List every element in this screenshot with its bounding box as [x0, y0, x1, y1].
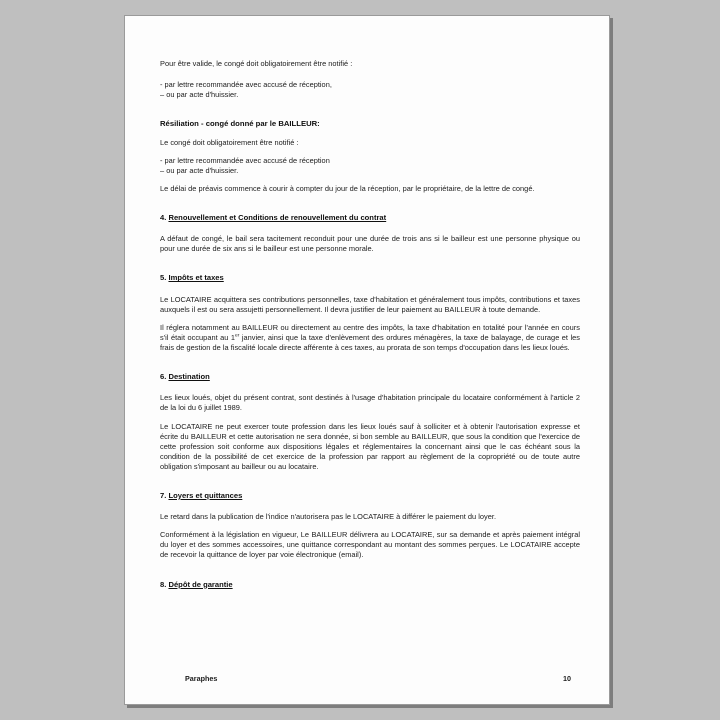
paragraph-delai-preavis: Le délai de préavis commence à courir à compter du jour de la réception, par le propriétaire, de la lettre de congé. — [160, 183, 535, 193]
spacer — [160, 284, 580, 295]
spacer — [160, 414, 580, 422]
paragraph-s7-1: Le retard dans la publication de l'indice n'autorisera pas le LOCATAIRE à différer le paiement du loyer. — [160, 512, 497, 522]
section-title: Loyers et quittances — [168, 490, 243, 500]
paragraph-s7-2: Conformément à la législation en vigueur, Le BAILLEUR délivrera au LOCATAIRE, sur sa demande et après paiement intégral du loyer et des sommes accessoires, une quittance correspondant au montant des sommes perçues. Le LOCATAIRE accepte de recevoir la quittance de loyer par voie électronique (email). — [160, 530, 580, 560]
paragraph-s5-1: Le LOCATAIRE acquittera ses contributions personnelles, taxe d'habitation et généralement tous impôts, contributions et taxes auxquels il est ou sera assujetti personnellement. Il devra justifier de leur paiement au BAILLEUR à toute demande. — [160, 294, 580, 314]
paragraph-s4-1: A défaut de congé, le bail sera tacitement reconduit pour une durée de trois ans si le bailleur est une personne physique ou pour une durée de six ans si le bailleur est une personne morale. — [160, 234, 580, 254]
subheading-resiliation: Résiliation - congé donné par le BAILLEUR: — [160, 119, 320, 129]
bullet-item: – ou par acte d'huissier. — [160, 165, 239, 175]
section-title: Dépôt de garantie — [168, 579, 233, 589]
page-footer — [185, 674, 571, 683]
spacer — [160, 176, 580, 184]
spacer — [160, 353, 580, 372]
section-heading-7 — [160, 491, 580, 501]
footer-page-number: 10 — [563, 674, 571, 683]
section-heading-5 — [160, 273, 580, 283]
spacer — [160, 382, 580, 393]
spacer — [160, 501, 580, 512]
section-number: 6. — [160, 372, 167, 382]
spacer — [160, 223, 580, 234]
spacer — [160, 130, 580, 138]
section-number: 4. — [160, 213, 167, 223]
paragraph-resiliation-notify: Le congé doit obligatoirement être notifié : — [160, 137, 299, 147]
section-heading-6 — [160, 372, 580, 382]
spacer — [160, 69, 580, 80]
bullet-item: - par lettre recommandée avec accusé de réception, — [160, 80, 332, 90]
spacer — [160, 315, 580, 323]
section-number: 7. — [160, 490, 167, 500]
paragraph-s5-2 — [160, 323, 580, 353]
document-page — [124, 15, 610, 705]
bullet-list-locataire — [160, 80, 580, 100]
spacer — [160, 561, 580, 580]
spacer — [160, 522, 580, 530]
page-content — [160, 59, 580, 590]
bullet-list-bailleur — [160, 156, 580, 176]
footer-paraphes-label: Paraphes — [185, 674, 218, 683]
spacer — [160, 254, 580, 273]
paragraph-intro-notify: Pour être valide, le congé doit obligatoirement être notifié : — [160, 59, 353, 68]
bullet-item: - par lettre recommandée avec accusé de réception — [160, 155, 330, 165]
spacer — [160, 148, 580, 156]
ordinal-suffix: er — [235, 333, 240, 339]
section-heading-4 — [160, 213, 580, 223]
section-title: Renouvellement et Conditions de renouvellement du contrat — [168, 213, 387, 223]
section-number: 5. — [160, 273, 167, 283]
spacer — [160, 100, 580, 119]
spacer — [160, 472, 580, 491]
paragraph-s5-2-part1: Il réglera notamment au BAILLEUR ou directement au centre des impôts, la taxe d'habitation en totalité pour l'année en cours s'il était occupant au 1 — [160, 322, 580, 342]
spacer — [160, 194, 580, 213]
section-title: Impôts et taxes — [168, 273, 224, 283]
paragraph-s5-2-part2: janvier, ainsi que la taxe d'enlèvement des ordures ménagères, la taxe de balayage, de curage et les frais de gestion de la fiscalité locale directe afférente à ces taxes, au prorata de son temps d'occupation dans les lieux loués. — [160, 332, 580, 353]
bullet-item: – ou par acte d'huissier. — [160, 90, 239, 100]
paragraph-s6-1: Les lieux loués, objet du présent contrat, sont destinés à l'usage d'habitation principale du locataire conformément à l'article 2 de la loi du 6 juillet 1989. — [160, 393, 580, 413]
paragraph-s6-2: Le LOCATAIRE ne peut exercer toute profession dans les lieux loués sauf à solliciter et à obtenir l'autorisation expresse et écrite du BAILLEUR et cette autorisation ne sera donnée, si bon semble au BAILLEUR, que sous la condition que l'exercice de cette profession soit conforme aux dispositions légales et réglementaires la concernant ainsi que le cas échéant sous la condition de la possibilité de cet exercice de la profession par rapport au règlement de la copropriété ou de toute autre obligation s'imposant au bailleur ou au locataire. — [160, 421, 580, 471]
section-number: 8. — [160, 579, 167, 589]
section-title: Destination — [168, 372, 210, 382]
section-heading-8 — [160, 580, 580, 590]
